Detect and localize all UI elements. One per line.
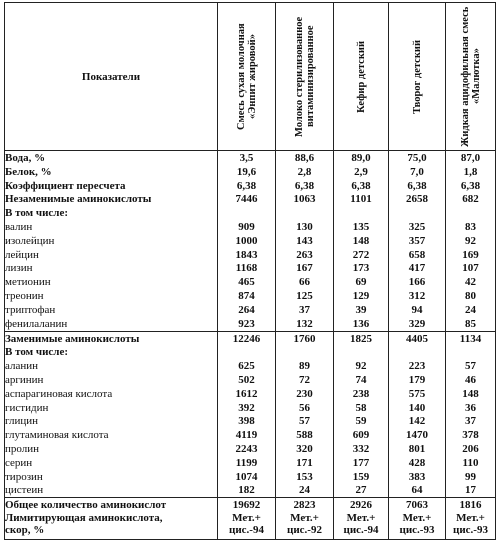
- table-cell: 263: [276, 248, 334, 262]
- row-label: валин: [5, 220, 218, 234]
- table-cell: 428: [389, 456, 446, 470]
- table-cell: 223: [389, 359, 446, 373]
- cell-line2: цис.-92: [287, 524, 322, 537]
- row-label: серин: [5, 456, 218, 470]
- cell-line1: Мет.+: [456, 512, 485, 525]
- table-cell: 88,6: [276, 151, 334, 165]
- table-cell: 1000: [218, 234, 276, 248]
- row-label: треонин: [5, 289, 218, 303]
- table-row: [5, 275, 496, 289]
- column-header-text: Кефир детский: [355, 40, 367, 113]
- table-cell: 1470: [389, 428, 446, 442]
- cell-line1: Мет.+: [290, 512, 319, 525]
- table-cell: 12246: [218, 331, 276, 345]
- column-header-text: Смесь сухая молочная «Энпит жировой»: [235, 23, 258, 130]
- table-cell: 83: [446, 220, 496, 234]
- row-label: глутаминовая кислота: [5, 428, 218, 442]
- table-cell: 58: [334, 401, 389, 415]
- table-cell: 6,38: [218, 179, 276, 193]
- column-header: [276, 3, 334, 151]
- row-label: В том числе:: [5, 206, 218, 220]
- table-cell: 130: [276, 220, 334, 234]
- table-cell: 89: [276, 359, 334, 373]
- table-cell: 27: [334, 484, 389, 498]
- table-cell: 87,0: [446, 151, 496, 165]
- table-row: [5, 206, 496, 220]
- row-label: метионин: [5, 275, 218, 289]
- table-cell: 66: [276, 275, 334, 289]
- table-cell: 1816: [446, 498, 496, 512]
- table-row: [5, 456, 496, 470]
- table-cell: 69: [334, 275, 389, 289]
- row-label: триптофан: [5, 303, 218, 317]
- table-body: [5, 151, 496, 540]
- table-cell: [218, 345, 276, 359]
- cell-line2: цис.-94: [229, 524, 264, 537]
- table-cell: 874: [218, 289, 276, 303]
- table-row: [5, 248, 496, 262]
- row-label: пролин: [5, 442, 218, 456]
- table-cell: 2658: [389, 192, 446, 206]
- table-cell: 6,38: [334, 179, 389, 193]
- row-label: [5, 512, 218, 539]
- table-cell: [446, 512, 496, 539]
- table-cell: 140: [389, 401, 446, 415]
- table-cell: 1168: [218, 262, 276, 276]
- row-label: лейцин: [5, 248, 218, 262]
- table-cell: 801: [389, 442, 446, 456]
- table-cell: 909: [218, 220, 276, 234]
- column-header: [389, 3, 446, 151]
- table-cell: [276, 345, 334, 359]
- table-row: [5, 192, 496, 206]
- table-cell: 148: [334, 234, 389, 248]
- table-cell: 2243: [218, 442, 276, 456]
- table-cell: 378: [446, 428, 496, 442]
- table-cell: 166: [389, 275, 446, 289]
- table-cell: 19,6: [218, 165, 276, 179]
- table-cell: 19692: [218, 498, 276, 512]
- table-cell: 2926: [334, 498, 389, 512]
- table-row: [5, 345, 496, 359]
- table-cell: 80: [446, 289, 496, 303]
- table-cell: 1843: [218, 248, 276, 262]
- row-label-line1: Лимитирующая аминокислота,: [5, 512, 163, 525]
- row-label: Незаменимые аминокислоты: [5, 192, 218, 206]
- table-cell: [446, 206, 496, 220]
- table-cell: 1074: [218, 470, 276, 484]
- cell-line2: цис.-94: [343, 524, 379, 537]
- table-cell: 272: [334, 248, 389, 262]
- table-row: [5, 165, 496, 179]
- table-cell: 94: [389, 303, 446, 317]
- table-cell: 136: [334, 317, 389, 331]
- table-row: [5, 373, 496, 387]
- cell-line1: Мет.+: [232, 512, 261, 525]
- row-label: тирозин: [5, 470, 218, 484]
- table-row: [5, 442, 496, 456]
- table-cell: 1612: [218, 387, 276, 401]
- limiting-amino-acid-row: [5, 512, 496, 539]
- table-row: [5, 484, 496, 498]
- column-header-text: Жидкая ацидофильная смесь «Малютка»: [459, 6, 482, 147]
- table-cell: 72: [276, 373, 334, 387]
- row-label: изолейцин: [5, 234, 218, 248]
- table-row: [5, 401, 496, 415]
- table-cell: 173: [334, 262, 389, 276]
- table-cell: 575: [389, 387, 446, 401]
- table-cell: [334, 345, 389, 359]
- table-cell: [276, 206, 334, 220]
- table-cell: 57: [276, 414, 334, 428]
- table-cell: 658: [389, 248, 446, 262]
- row-label: лизин: [5, 262, 218, 276]
- table-cell: 42: [446, 275, 496, 289]
- table-cell: 129: [334, 289, 389, 303]
- table-cell: 357: [389, 234, 446, 248]
- table-cell: 167: [276, 262, 334, 276]
- table-cell: 1199: [218, 456, 276, 470]
- column-header-text: Творог детский: [411, 39, 423, 114]
- table-cell: 135: [334, 220, 389, 234]
- table-cell: 46: [446, 373, 496, 387]
- table-cell: 36: [446, 401, 496, 415]
- table-cell: [218, 206, 276, 220]
- table-cell: [389, 345, 446, 359]
- table-cell: 3,5: [218, 151, 276, 165]
- table-row: [5, 470, 496, 484]
- table-cell: [446, 345, 496, 359]
- column-header: [334, 3, 389, 151]
- table-cell: 37: [446, 414, 496, 428]
- amino-acid-table: [4, 2, 496, 540]
- table-cell: 7,0: [389, 165, 446, 179]
- table-cell: 4405: [389, 331, 446, 345]
- table-cell: 588: [276, 428, 334, 442]
- column-header: [446, 3, 496, 151]
- table-cell: 37: [276, 303, 334, 317]
- table-cell: 179: [389, 373, 446, 387]
- table-row: [5, 234, 496, 248]
- table-cell: 6,38: [276, 179, 334, 193]
- row-label: Заменимые аминокислоты: [5, 331, 218, 345]
- table-cell: 332: [334, 442, 389, 456]
- table-cell: [389, 512, 446, 539]
- table-cell: 89,0: [334, 151, 389, 165]
- table-cell: [389, 206, 446, 220]
- table-cell: 465: [218, 275, 276, 289]
- table-cell: 110: [446, 456, 496, 470]
- table-cell: 238: [334, 387, 389, 401]
- table-cell: 56: [276, 401, 334, 415]
- table-row: [5, 331, 496, 345]
- table-row: [5, 414, 496, 428]
- table-row: [5, 498, 496, 512]
- table-cell: 39: [334, 303, 389, 317]
- row-label: аспарагиновая кислота: [5, 387, 218, 401]
- table-cell: 264: [218, 303, 276, 317]
- table-cell: 383: [389, 470, 446, 484]
- table-cell: [334, 512, 389, 539]
- row-label: аланин: [5, 359, 218, 373]
- row-label: глицин: [5, 414, 218, 428]
- table-cell: 230: [276, 387, 334, 401]
- row-label: Общее количество аминокислот: [5, 498, 218, 512]
- table-cell: 17: [446, 484, 496, 498]
- table-cell: 7063: [389, 498, 446, 512]
- row-label: В том числе:: [5, 345, 218, 359]
- table-cell: 2,8: [276, 165, 334, 179]
- table-cell: 159: [334, 470, 389, 484]
- table-cell: 177: [334, 456, 389, 470]
- table-cell: 75,0: [389, 151, 446, 165]
- cell-line2: цис.-93: [453, 524, 488, 537]
- table-cell: 85: [446, 317, 496, 331]
- table-cell: 132: [276, 317, 334, 331]
- table-cell: 1825: [334, 331, 389, 345]
- table-cell: 74: [334, 373, 389, 387]
- table-row: [5, 359, 496, 373]
- header-row: [5, 3, 496, 151]
- row-label: цистеин: [5, 484, 218, 498]
- table-cell: 59: [334, 414, 389, 428]
- row-label: Белок, %: [5, 165, 218, 179]
- table-cell: 24: [276, 484, 334, 498]
- table-cell: 325: [389, 220, 446, 234]
- table-cell: 923: [218, 317, 276, 331]
- table-cell: 2,9: [334, 165, 389, 179]
- table-cell: 143: [276, 234, 334, 248]
- table-cell: 398: [218, 414, 276, 428]
- table-cell: [334, 206, 389, 220]
- table-row: [5, 289, 496, 303]
- table-cell: 169: [446, 248, 496, 262]
- table-cell: 6,38: [389, 179, 446, 193]
- table-cell: 625: [218, 359, 276, 373]
- table-row: [5, 151, 496, 165]
- table-cell: 107: [446, 262, 496, 276]
- column-header-text: Молоко стерилизованное витаминизированное: [293, 16, 316, 137]
- indicator-header: Показатели: [5, 3, 218, 151]
- row-label: аргинин: [5, 373, 218, 387]
- table-cell: 417: [389, 262, 446, 276]
- table-cell: 329: [389, 317, 446, 331]
- table-cell: 24: [446, 303, 496, 317]
- table-cell: 1134: [446, 331, 496, 345]
- table-row: [5, 387, 496, 401]
- table-cell: 392: [218, 401, 276, 415]
- table-cell: [218, 512, 276, 539]
- row-label: гистидин: [5, 401, 218, 415]
- table-cell: 312: [389, 289, 446, 303]
- cell-line2: цис.-93: [399, 524, 435, 537]
- table-row: [5, 303, 496, 317]
- table-cell: 125: [276, 289, 334, 303]
- table-cell: 142: [389, 414, 446, 428]
- column-header: [218, 3, 276, 151]
- table-cell: 320: [276, 442, 334, 456]
- cell-line1: Мет.+: [402, 512, 432, 525]
- table-cell: 206: [446, 442, 496, 456]
- table-cell: 502: [218, 373, 276, 387]
- table-cell: [276, 512, 334, 539]
- table-cell: 57: [446, 359, 496, 373]
- table-cell: 1,8: [446, 165, 496, 179]
- table-cell: 1760: [276, 331, 334, 345]
- table-cell: 682: [446, 192, 496, 206]
- cell-line1: Мет.+: [346, 512, 376, 525]
- table-cell: 6,38: [446, 179, 496, 193]
- table-row: [5, 428, 496, 442]
- table-cell: 609: [334, 428, 389, 442]
- table-cell: 7446: [218, 192, 276, 206]
- table-cell: 148: [446, 387, 496, 401]
- table-cell: 1063: [276, 192, 334, 206]
- table-cell: 92: [334, 359, 389, 373]
- table-cell: 171: [276, 456, 334, 470]
- row-label: Коэффициент пересчета: [5, 179, 218, 193]
- table-cell: 2823: [276, 498, 334, 512]
- row-label: Вода, %: [5, 151, 218, 165]
- table-cell: 153: [276, 470, 334, 484]
- table-cell: 4119: [218, 428, 276, 442]
- table-cell: 99: [446, 470, 496, 484]
- table-cell: 182: [218, 484, 276, 498]
- table-row: [5, 262, 496, 276]
- table-row: [5, 317, 496, 331]
- table-cell: 64: [389, 484, 446, 498]
- table-cell: 92: [446, 234, 496, 248]
- row-label-line2: скор, %: [5, 524, 45, 537]
- table-row: [5, 179, 496, 193]
- table-cell: 1101: [334, 192, 389, 206]
- row-label: фенилаланин: [5, 317, 218, 331]
- table-row: [5, 220, 496, 234]
